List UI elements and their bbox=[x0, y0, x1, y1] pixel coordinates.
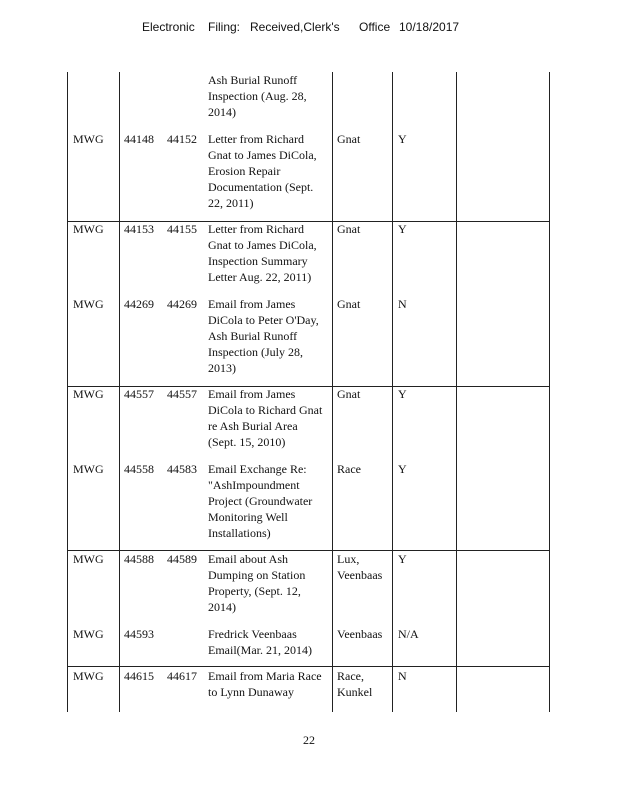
row-author: Gnat bbox=[337, 222, 361, 236]
header-received-clerks: Received,Clerk's bbox=[250, 20, 340, 34]
row-divider bbox=[67, 666, 549, 667]
row-bates-start: 44148 bbox=[124, 132, 154, 146]
row-bates-start: 44153 bbox=[124, 222, 154, 236]
row-description: Letter from Richard Gnat to James DiCola, Inspection Summary Letter Aug. 22, 2011) bbox=[208, 222, 317, 284]
table-divider bbox=[456, 72, 457, 712]
table-divider bbox=[119, 72, 120, 712]
row-privilege-flag: N/A bbox=[398, 627, 419, 641]
row-privilege-flag: Y bbox=[398, 222, 407, 236]
row-privilege-flag: Y bbox=[398, 387, 407, 401]
row-bates-end: 44155 bbox=[167, 222, 197, 236]
row-description: Letter from Richard Gnat to James DiCola, Erosion Repair Documentation (Sept. 22, 2011) bbox=[208, 132, 317, 210]
row-description: Email Exchange Re: "AshImpoundment Project (Groundwater Monitoring Well Installations) bbox=[208, 462, 313, 540]
row-privilege-flag: N bbox=[398, 297, 407, 311]
row-party: MWG bbox=[73, 387, 104, 401]
row-bates-end: 44589 bbox=[167, 552, 197, 566]
header-filing: Filing: bbox=[208, 20, 241, 34]
row-description: Email about Ash Dumping on Station Property, (Sept. 12, 2014) bbox=[208, 552, 306, 614]
row-privilege-flag: Y bbox=[398, 552, 407, 566]
row-party: MWG bbox=[73, 222, 104, 236]
row-bates-start: 44615 bbox=[124, 669, 154, 683]
row-privilege-flag: Y bbox=[398, 462, 407, 476]
row-description: Ash Burial Runoff Inspection (Aug. 28, 2014) bbox=[208, 73, 307, 119]
row-author: Gnat bbox=[337, 387, 361, 401]
row-description: Email from Maria Race to Lynn Dunaway bbox=[208, 669, 322, 699]
row-author: Race, Kunkel bbox=[337, 669, 373, 699]
row-bates-start: 44558 bbox=[124, 462, 154, 476]
row-party: MWG bbox=[73, 297, 104, 311]
row-bates-end: 44617 bbox=[167, 669, 197, 683]
row-privilege-flag: Y bbox=[398, 132, 407, 146]
header-office: Office bbox=[359, 20, 391, 34]
row-party: MWG bbox=[73, 552, 104, 566]
row-author: Gnat bbox=[337, 132, 361, 146]
row-party: MWG bbox=[73, 132, 104, 146]
row-author: Race bbox=[337, 462, 361, 476]
header-electronic: Electronic bbox=[142, 20, 195, 34]
row-description: Email from James DiCola to Richard Gnat re Ash Burial Area (Sept. 15, 2010) bbox=[208, 387, 323, 449]
table-divider bbox=[392, 72, 393, 712]
row-bates-end: 44269 bbox=[167, 297, 197, 311]
header-date: 10/18/2017 bbox=[399, 20, 460, 34]
row-author: Veenbaas bbox=[337, 627, 383, 641]
row-party: MWG bbox=[73, 669, 104, 683]
filing-header bbox=[0, 20, 618, 38]
table-border-left bbox=[67, 72, 68, 712]
row-bates-start: 44593 bbox=[124, 627, 154, 641]
table-border-right bbox=[549, 72, 550, 712]
row-party: MWG bbox=[73, 462, 104, 476]
row-bates-start: 44557 bbox=[124, 387, 154, 401]
row-bates-start: 44588 bbox=[124, 552, 154, 566]
row-privilege-flag: N bbox=[398, 669, 407, 683]
page-number: 22 bbox=[303, 733, 315, 747]
row-description: Email from James DiCola to Peter O'Day, Ash Burial Runoff Inspection (July 28, 2013) bbox=[208, 297, 319, 375]
row-bates-end: 44557 bbox=[167, 387, 197, 401]
row-party: MWG bbox=[73, 627, 104, 641]
row-bates-end: 44152 bbox=[167, 132, 197, 146]
row-author: Lux, Veenbaas bbox=[337, 552, 383, 582]
row-description: Fredrick Veenbaas Email(Mar. 21, 2014) bbox=[208, 627, 312, 657]
row-bates-start: 44269 bbox=[124, 297, 154, 311]
row-bates-end: 44583 bbox=[167, 462, 197, 476]
row-author: Gnat bbox=[337, 297, 361, 311]
